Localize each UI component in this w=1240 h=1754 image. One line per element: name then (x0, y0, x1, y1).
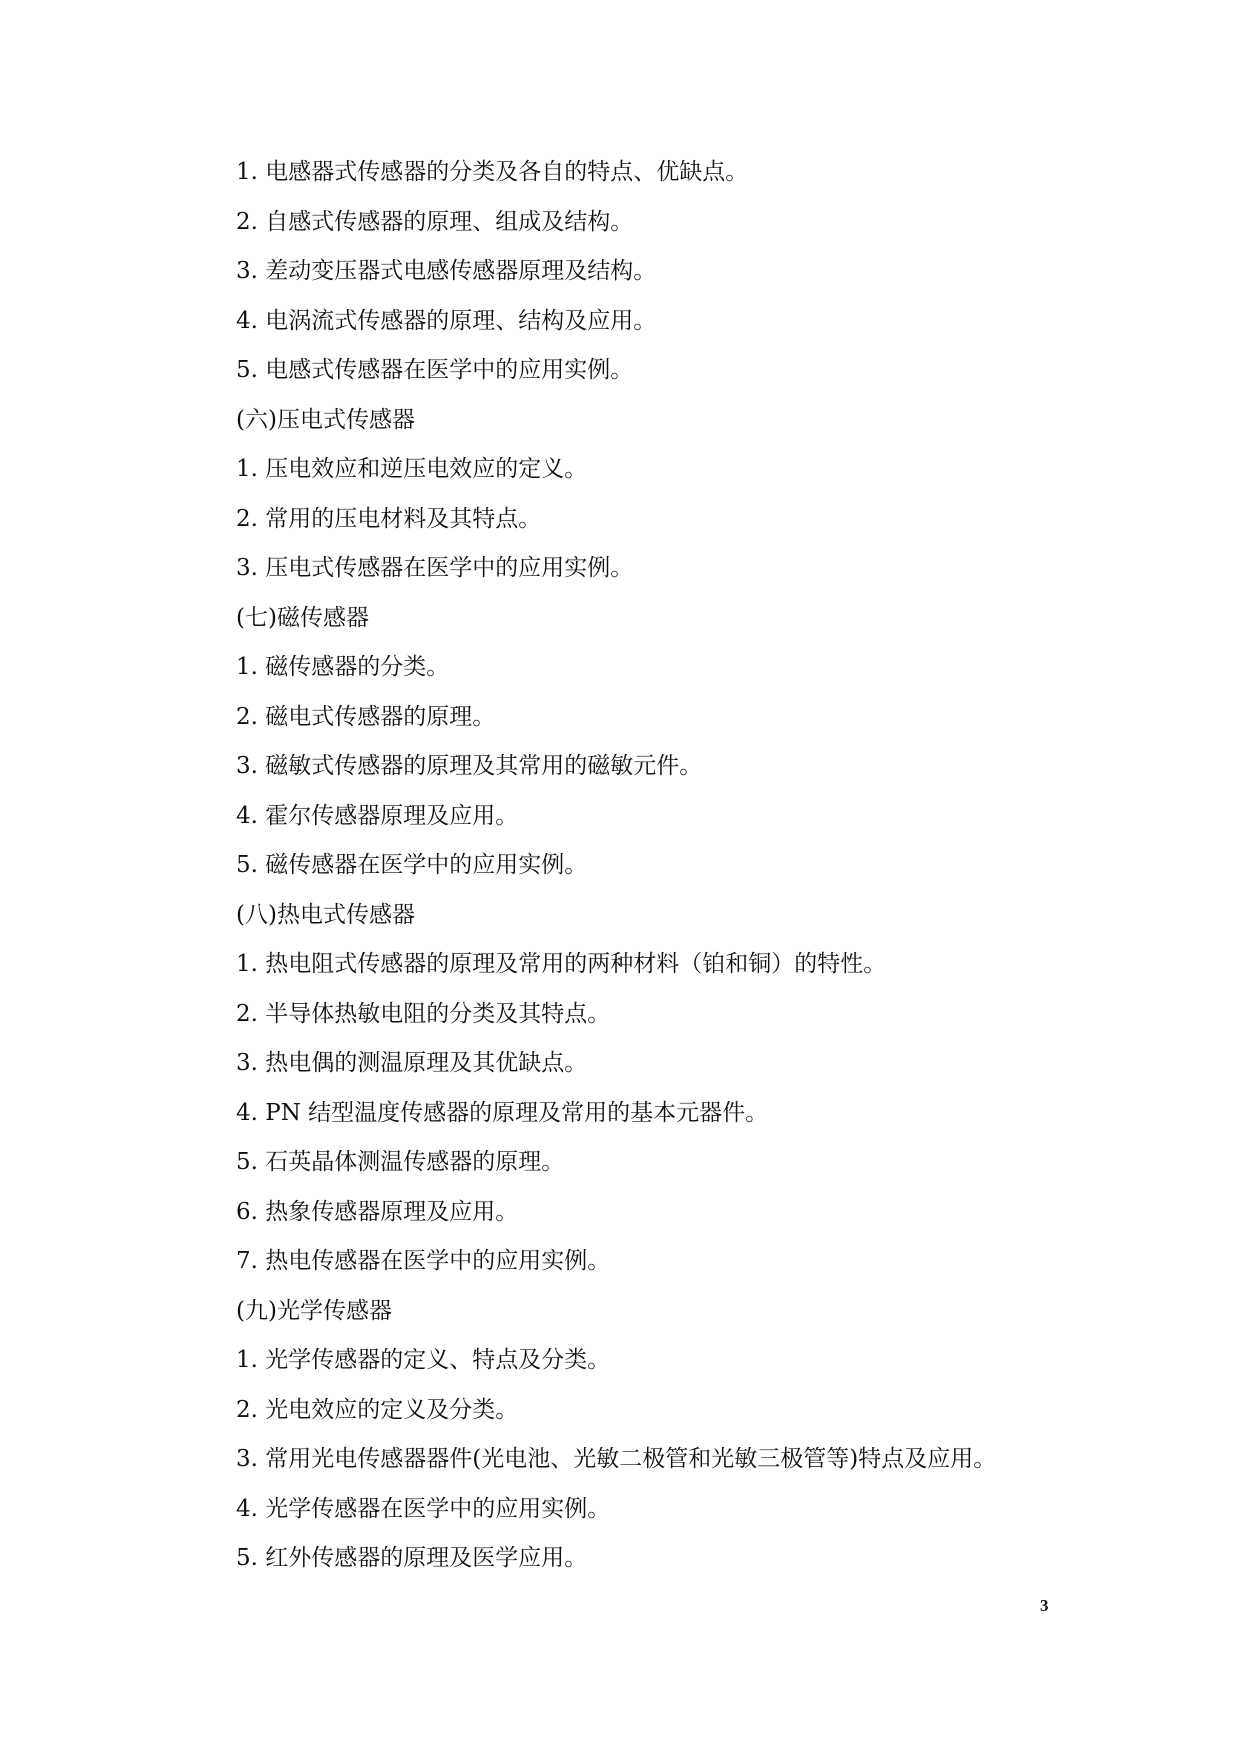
list-item: 5. 电感式传感器在医学中的应用实例。 (236, 357, 634, 383)
document-body (236, 148, 1136, 1584)
list-item: 2. 自感式传感器的原理、组成及结构。 (236, 208, 634, 235)
list-item: 2. 光电效应的定义及分类。 (236, 1396, 519, 1423)
list-item: 3. 磁敏式传感器的原理及其常用的磁敏元件。 (236, 753, 703, 779)
list-item: 1. 光学传感器的定义、特点及分类。 (236, 1347, 611, 1373)
list-item: 1. 磁传感器的分类。 (236, 654, 450, 680)
list-item: 3. 常用光电传感器器件(光电池、光敏二极管和光敏三极管等)特点及应用。 (236, 1446, 997, 1472)
list-item: 4. 光学传感器在医学中的应用实例。 (236, 1495, 611, 1522)
list-item: 2. 磁电式传感器的原理。 (236, 703, 496, 730)
list-item: 1. 电感器式传感器的分类及各自的特点、优缺点。 (236, 159, 749, 185)
list-item: 2. 常用的压电材料及其特点。 (236, 505, 542, 532)
list-item: 1. 压电效应和逆压电效应的定义。 (236, 456, 588, 482)
page-number: 3 (1040, 1596, 1049, 1615)
section-heading: (七)磁传感器 (236, 604, 369, 631)
list-item: 3. 压电式传感器在医学中的应用实例。 (236, 555, 634, 581)
list-item: 1. 热电阻式传感器的原理及常用的两种材料（铂和铜）的特性。 (236, 951, 887, 977)
list-item: 5. 石英晶体测温传感器的原理。 (236, 1149, 565, 1175)
list-item: 7. 热电传感器在医学中的应用实例。 (236, 1248, 611, 1274)
list-item: 3. 差动变压器式电感传感器原理及结构。 (236, 258, 657, 284)
section-heading: (六)压电式传感器 (236, 406, 415, 433)
list-item: 5. 红外传感器的原理及医学应用。 (236, 1545, 588, 1571)
list-item: 4. 电涡流式传感器的原理、结构及应用。 (236, 307, 657, 334)
list-item: 5. 磁传感器在医学中的应用实例。 (236, 852, 588, 878)
section-heading: (八)热电式传感器 (236, 901, 415, 928)
section-heading: (九)光学传感器 (236, 1297, 392, 1324)
list-item: 4. 霍尔传感器原理及应用。 (236, 802, 519, 829)
list-item: 6. 热象传感器原理及应用。 (236, 1198, 519, 1225)
list-item: 2. 半导体热敏电阻的分类及其特点。 (236, 1000, 611, 1027)
list-item: 4. PN 结型温度传感器的原理及常用的基本元器件。 (236, 1099, 769, 1126)
list-item: 3. 热电偶的测温原理及其优缺点。 (236, 1050, 588, 1076)
